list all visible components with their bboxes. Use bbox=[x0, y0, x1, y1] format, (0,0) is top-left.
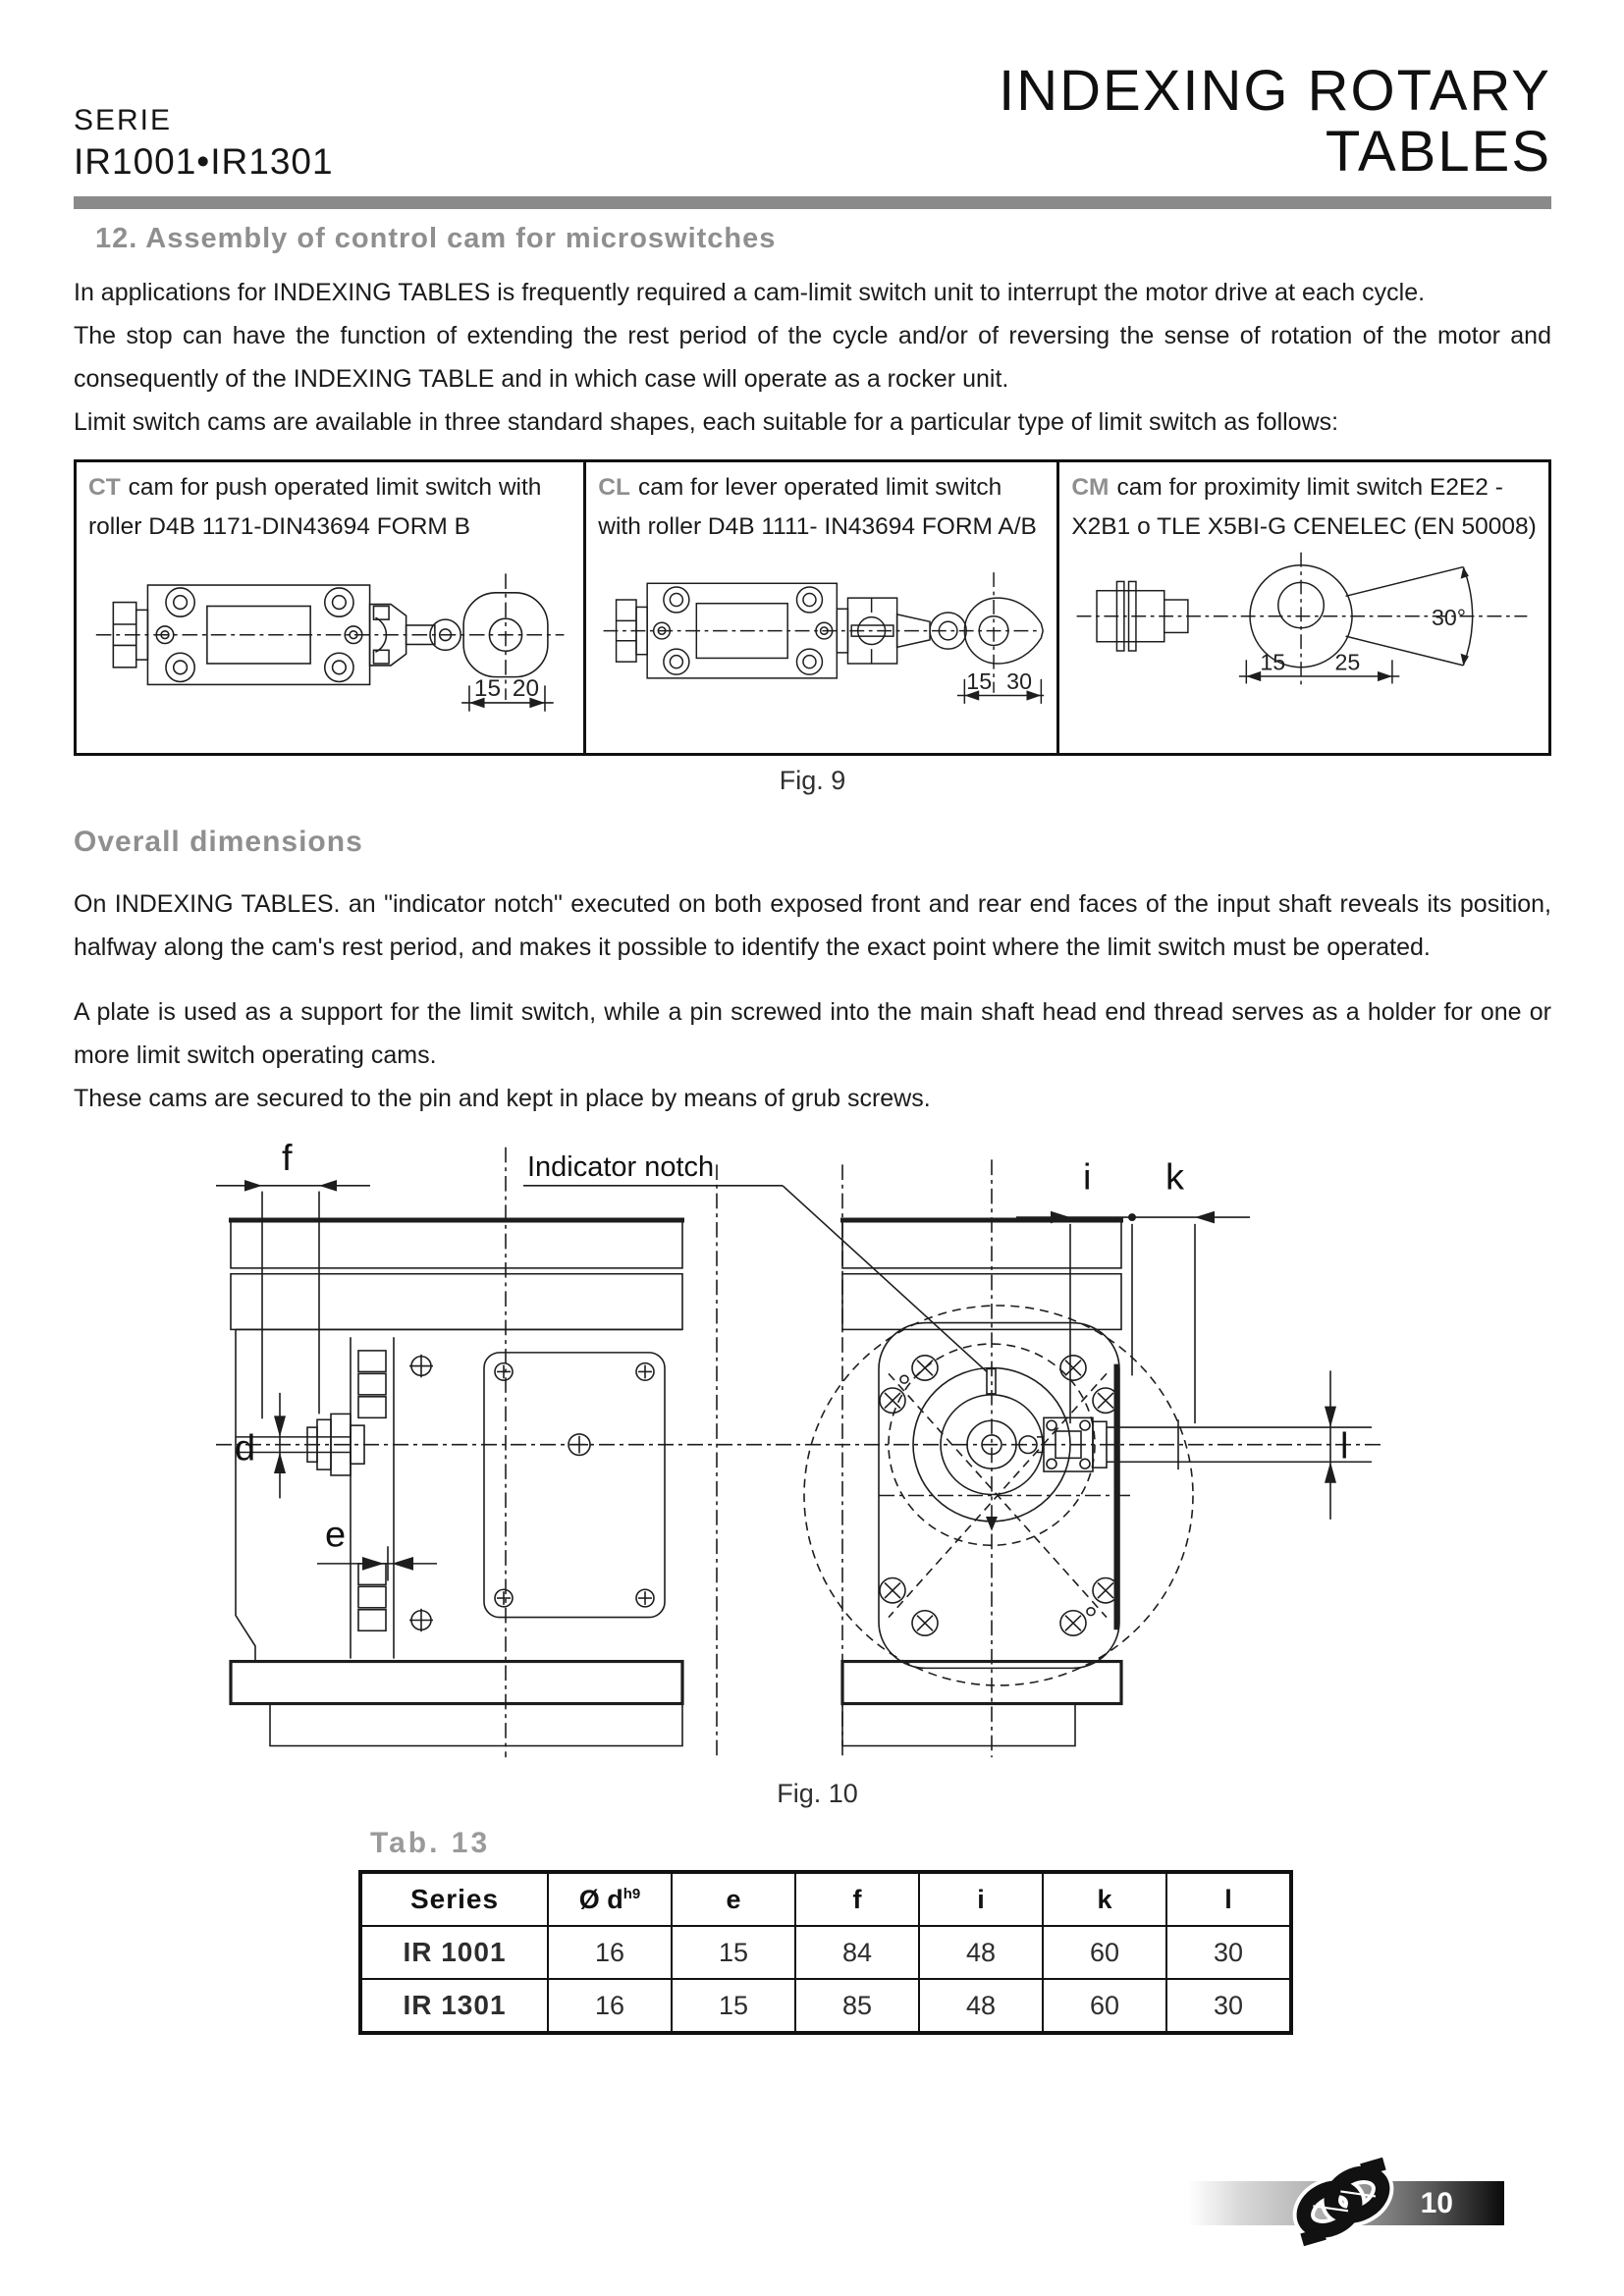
dimensions-table bbox=[358, 1870, 1293, 2035]
cam-cm-code: CM bbox=[1071, 474, 1110, 501]
document-title bbox=[999, 61, 1551, 183]
page-number: 10 bbox=[1420, 2186, 1453, 2219]
cam-ct-code: CT bbox=[88, 474, 121, 501]
value-cell: 60 bbox=[1043, 1979, 1166, 2033]
value-cell: 84 bbox=[795, 1926, 919, 1979]
figure-10 bbox=[201, 1136, 1434, 1809]
col-header-series: Series bbox=[360, 1872, 548, 1926]
col-header-e: e bbox=[672, 1872, 795, 1926]
cam-cl-drawing bbox=[598, 549, 1045, 723]
intro-paragraph-1: In applications for INDEXING TABLES is frequently required a cam-limit switch unit to interrupt the motor drive at each cycle. bbox=[74, 279, 1426, 306]
cam-ct-text bbox=[88, 468, 571, 547]
value-cell: 16 bbox=[548, 1979, 672, 2033]
overall-paragraph-1: On INDEXING TABLES. an "indicator notch" executed on both exposed front and rear end faces of the input shaft reveals its position, halfway along the cam's rest period, and makes it possible to identify the exact point where the limit switch must be operated. bbox=[74, 890, 1551, 961]
figure-9-box bbox=[74, 459, 1551, 756]
value-cell: 30 bbox=[1166, 1979, 1291, 2033]
value-cell: 60 bbox=[1043, 1926, 1166, 1979]
dim-label-d: d bbox=[235, 1426, 256, 1468]
dim-label-e: e bbox=[325, 1513, 347, 1555]
series-cell: IR 1001 bbox=[360, 1926, 548, 1979]
series-cell: IR 1301 bbox=[360, 1979, 548, 2033]
col-header-l: l bbox=[1166, 1872, 1291, 1926]
serie-label: SERIE bbox=[74, 104, 173, 136]
figure-9-caption: Fig. 9 bbox=[779, 766, 846, 795]
dim-label-i: i bbox=[1083, 1156, 1092, 1198]
cam-cm-cell bbox=[1059, 462, 1548, 753]
overall-paragraph-3: These cams are secured to the pin and kept in place by means of grub screws. bbox=[74, 1085, 931, 1112]
d-tolerance-superscript: h9 bbox=[623, 1885, 641, 1902]
title-line-2: TABLES bbox=[1325, 120, 1551, 184]
value-cell: 85 bbox=[795, 1979, 919, 2033]
value-cell: 15 bbox=[672, 1979, 795, 2033]
value-cell: 15 bbox=[672, 1926, 795, 1979]
dim-label-k: k bbox=[1165, 1156, 1184, 1198]
title-line-1: INDEXING ROTARY bbox=[999, 59, 1551, 123]
dim-label-l: l bbox=[1340, 1424, 1349, 1467]
cam-ct-cell bbox=[77, 462, 586, 753]
cl-dim-right: 30 bbox=[1006, 668, 1033, 695]
ct-dim-right: 20 bbox=[512, 675, 540, 703]
value-cell: 48 bbox=[919, 1979, 1043, 2033]
cam-ct-drawing bbox=[88, 549, 571, 732]
col-header-d: Ø $d^{h9}$ bbox=[548, 1872, 672, 1926]
header-rule bbox=[74, 196, 1551, 209]
serie-models: IR1001•IR1301 bbox=[74, 141, 334, 182]
brand-logo-knot-icon bbox=[1278, 2150, 1408, 2254]
figure-10-caption: Fig. 10 bbox=[777, 1779, 858, 1808]
table-row-ir1301 bbox=[360, 1979, 1291, 2033]
serie-block bbox=[74, 104, 334, 183]
col-header-f: f bbox=[795, 1872, 919, 1926]
cm-angle: 30° bbox=[1432, 605, 1467, 631]
col-header-i: i bbox=[919, 1872, 1043, 1926]
dim-label-f: f bbox=[282, 1137, 293, 1179]
cam-cl-description: cam for lever operated limit switch with roller D4B 1111- IN43694 FORM A/B bbox=[598, 474, 1037, 540]
cam-cm-description: cam for proximity limit switch E2E2 - X2B1 o TLE X5BI-G CENELEC (EN 50008) bbox=[1071, 474, 1537, 540]
intro-paragraph-3: Limit switch cams are available in three standard shapes, each suitable for a particular type of limit switch as follows: bbox=[74, 408, 1339, 436]
document-header bbox=[74, 61, 1551, 183]
cam-cm-text bbox=[1071, 468, 1537, 547]
cam-cl-code: CL bbox=[598, 474, 630, 501]
figure-10-drawing bbox=[201, 1136, 1429, 1769]
table-row-ir1001 bbox=[360, 1926, 1291, 1979]
indicator-notch-label: Indicator notch bbox=[527, 1151, 715, 1183]
cam-cm-drawing bbox=[1071, 549, 1537, 693]
cam-ct-description: cam for push operated limit switch with roller D4B 1171-DIN43694 FORM B bbox=[88, 474, 542, 540]
intro-paragraph-2: The stop can have the function of extending the rest period of the cycle and/or of reversing the sense of rotation of the motor and consequently of the INDEXING TABLE and in which case will operate as a rocker unit. bbox=[74, 322, 1551, 393]
col-header-k: k bbox=[1043, 1872, 1166, 1926]
ct-dim-left: 15 bbox=[473, 675, 502, 703]
table-header-row bbox=[360, 1872, 1291, 1926]
overall-paragraph-2: A plate is used as a support for the limit switch, while a pin screwed into the main shaft head end thread serves as a holder for one or more limit switch operating cams. bbox=[74, 998, 1551, 1069]
value-cell: 48 bbox=[919, 1926, 1043, 1979]
cl-dim-left: 15 bbox=[966, 668, 993, 695]
cam-cl-text bbox=[598, 468, 1045, 547]
table-13-label: Tab. 13 bbox=[370, 1827, 491, 1859]
cam-cl-cell bbox=[586, 462, 1059, 753]
section-title: 12. Assembly of control cam for microswitches bbox=[95, 223, 777, 254]
footer-bar bbox=[1188, 2181, 1504, 2225]
value-cell: 30 bbox=[1166, 1926, 1291, 1979]
cm-dim-right: 25 bbox=[1334, 649, 1361, 675]
overall-dimensions-heading: Overall dimensions bbox=[74, 826, 363, 858]
cm-dim-left: 15 bbox=[1260, 649, 1286, 675]
value-cell: 16 bbox=[548, 1926, 672, 1979]
